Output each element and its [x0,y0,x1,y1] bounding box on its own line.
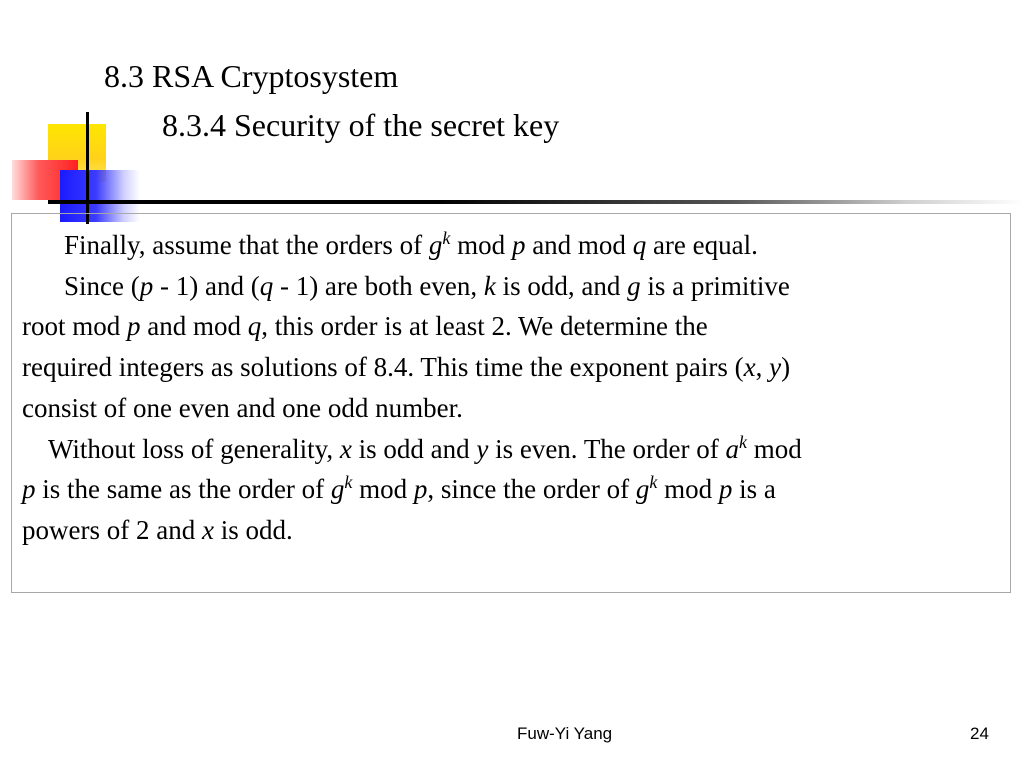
slide-subtitle: 8.3.4 Security of the secret key [162,107,560,143]
body-line: root mod p and mod q, this order is at least 2. We determine the [22,311,708,342]
italic-variable: p [139,270,154,301]
italic-variable: g [627,270,641,301]
italic-variable: x [743,352,756,383]
body-line: Finally, assume that the orders of $g^k$ mod p and mod q are equal. [64,228,758,260]
italic-variable: q [247,311,262,342]
superscript-exponent: k [344,472,353,493]
italic-variable: p [718,474,733,505]
italic-variable: g [635,474,650,505]
page-number: 24 [970,724,989,743]
italic-variable: k [483,270,496,301]
italic-variable: x [339,433,352,464]
italic-variable: p [127,311,141,342]
italic-variable: p [413,474,428,505]
title-divider [48,200,1024,204]
body-line: consist of one even and one odd number. [22,392,463,423]
logo-vertical-line [86,112,89,224]
italic-variable: p [22,474,36,505]
body-line: powers of 2 and x is odd. [22,514,293,545]
superscript-exponent: k [739,431,748,452]
body-line: required integers as solutions of 8.4. This time the exponent pairs (x, y) [22,352,791,383]
body-line: Since (p - 1) and (q - 1) are both even, k is odd, and g is a primitive [64,270,790,301]
italic-variable: q [259,270,274,301]
superscript-exponent: k [442,228,451,248]
body-line: Without loss of generality, x is odd and y is even. The order of $a^k$ mod [48,431,802,464]
body-text [22,225,1006,551]
footer-author: Fuw-Yi Yang [517,724,613,743]
italic-variable: p [511,230,526,260]
body-line: p is the same as the order of $g^k$ mod p, since the order of $g^k$ mod p is a [22,472,776,505]
italic-variable: x [201,514,214,545]
superscript-exponent: k [649,472,658,493]
italic-variable: y [769,352,782,383]
slide-title: 8.3 RSA Cryptosystem [104,58,399,94]
italic-variable: g [428,230,443,260]
italic-variable: y [476,433,489,464]
italic-variable: g [330,474,345,505]
italic-variable: q [632,230,647,260]
italic-variable: a [725,433,740,464]
